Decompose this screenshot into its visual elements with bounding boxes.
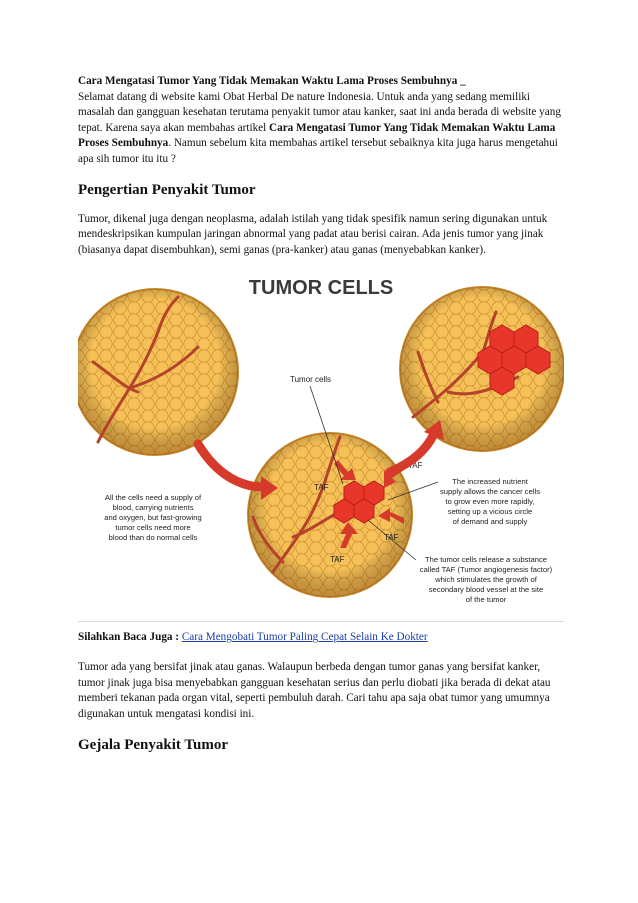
- section1-paragraph: Tumor, dikenal juga dengan neoplasma, adalah istilah yang tidak spesifik namun sering digunakan untuk mendeskripsikan kumpulan jaringan abnormal yang padat atau berisi cairan. Ada jenis tumor yang jinak (biasanya dapat disembuhkan), semi ganas (pra-kanker) atau ganas (menyebabkan kanker).: [78, 212, 548, 256]
- caption-right-top-line: to grow even more rapidly,: [445, 497, 535, 507]
- caption-left-line: All the cells need a supply of: [104, 493, 202, 503]
- caption-right-bottom-line: The tumor cells release a substance: [425, 555, 547, 565]
- taf-label-1: TAF: [314, 483, 329, 493]
- document-page: [78, 74, 564, 754]
- caption-right-bottom: [420, 555, 553, 604]
- caption-right-bottom-line: which stimulates the growth of: [435, 575, 537, 585]
- read-also-label: Silahkan Baca Juga :: [78, 631, 182, 644]
- intro-bold-title: Cara Mengatasi Tumor Yang Tidak Memakan Waktu Lama Proses Sembuhnya: [78, 121, 556, 150]
- normal-cells-circle: [78, 289, 238, 455]
- caption-right-top-line: supply allows the cancer cells: [439, 487, 541, 497]
- tumor-cells-label: Tumor cells: [290, 375, 332, 385]
- caption-right-bottom-line: of the tumor: [465, 595, 507, 605]
- section-heading-gejala: Gejala Penyakit Tumor: [78, 737, 229, 754]
- caption-right-top: [440, 477, 540, 526]
- intro-text-2: . Namun sebelum kita membahas artikel tersebut sebaiknya kita juga harus mengetahui apa sih tumor itu itu ?: [78, 137, 558, 165]
- caption-right-bottom-line: secondary blood vessel at the site: [428, 585, 544, 595]
- intro-paragraph: [78, 74, 564, 168]
- caption-right-bottom-line: called TAF (Tumor angiogenesis factor): [419, 565, 553, 575]
- caption-right-top-line: of demand and supply: [452, 517, 528, 527]
- figure-divider: [78, 621, 564, 622]
- tumor-taf-circle: [248, 433, 423, 597]
- read-also-link[interactable]: Cara Mengobati Tumor Paling Cepat Selain Ke Dokter: [181, 631, 428, 644]
- tumor-cells-illustration: [78, 272, 564, 622]
- tumor-cells-figure: [78, 272, 564, 622]
- caption-left: [104, 493, 202, 542]
- intro-text-1: Selamat datang di website kami Obat Herbal De nature Indonesia. Untuk anda yang sedang memiliki masalah dan gangguan kesehatan terutama penyakit tumor atau kanker, saat ini anda berada di website yang tepat. Karena saya akan membahas artikel: [78, 90, 561, 134]
- paragraph-3: Tumor ada yang bersifat jinak atau ganas. Walaupun berbeda dengan tumor ganas yang bersifat kanker, tumor jinak juga bisa menyebabkan gangguan kesehatan serius dan perlu diobati jika berada di dekat atau memberi tekanan pada organ vital, seperti pembuluh darah. Cari tahu apa saja obat tumor yang umumnya digunakan untuk mengatasi kondisi ini.: [78, 660, 551, 720]
- read-also: [78, 630, 564, 646]
- section-heading-pengertian: Pengertian Penyakit Tumor: [78, 181, 256, 198]
- caption-left-line: tumor cells need more: [115, 523, 191, 533]
- grown-tumor-circle: [400, 287, 564, 451]
- caption-left-line: and oxygen, but fast-growing: [104, 513, 202, 523]
- intro-title: Cara Mengatasi Tumor Yang Tidak Memakan Waktu Lama Proses Sembuhnya _: [78, 75, 466, 87]
- figure-title: TUMOR CELLS: [248, 277, 394, 300]
- caption-right-top-line: The increased nutrient: [452, 477, 528, 487]
- taf-label-2: TAF: [408, 461, 423, 471]
- caption-left-line: blood than do normal cells: [108, 533, 198, 543]
- arrow-left-to-center: [198, 444, 263, 487]
- caption-left-line: blood, carrying nutrients: [112, 503, 194, 513]
- taf-label-3: TAF: [384, 533, 399, 543]
- taf-label-4: TAF: [330, 555, 345, 565]
- caption-right-top-line: setting up a vicious circle: [447, 507, 533, 517]
